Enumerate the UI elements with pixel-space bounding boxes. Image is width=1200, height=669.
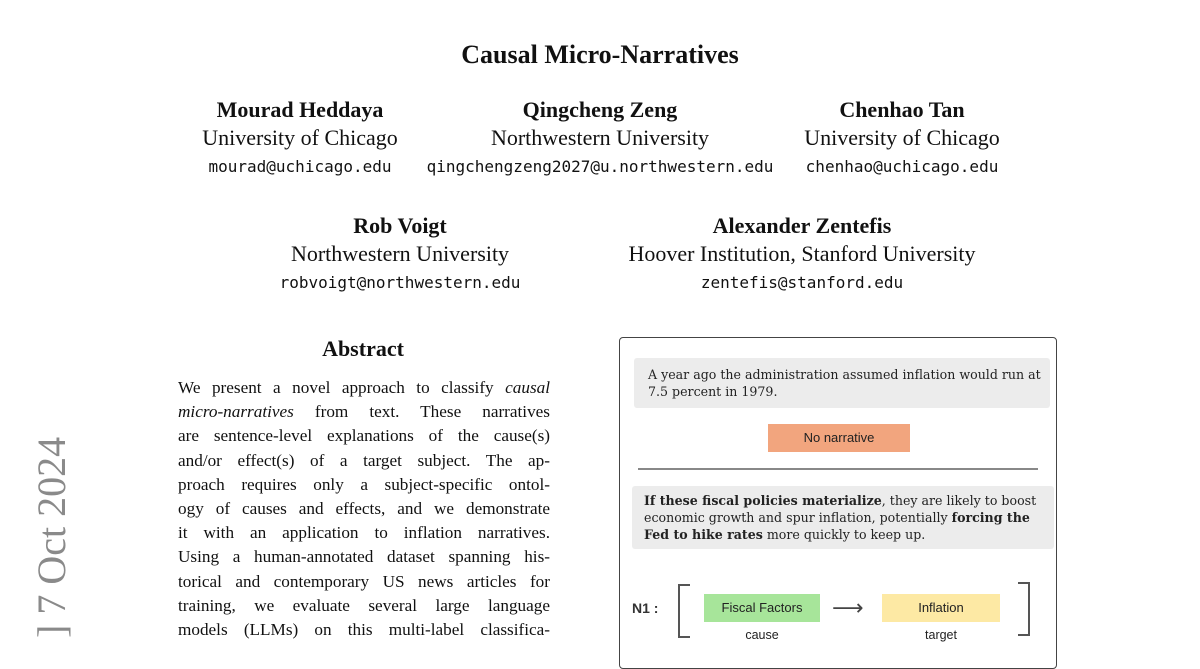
- abstract-line: ogy of causes and effects, and we demonstrate: [178, 499, 550, 519]
- arxiv-stamp-text: ] 7 Oct 2024: [29, 436, 74, 638]
- narrative-id: N1 :: [632, 600, 659, 616]
- abstract-line: are sentence-level explanations of the cause(s): [178, 426, 550, 446]
- author-name: Chenhao Tan: [839, 97, 965, 122]
- abstract-body: [178, 376, 550, 642]
- arrow-right-icon: ⟶: [832, 595, 864, 620]
- cause-label: Fiscal Factors: [704, 594, 820, 622]
- abstract-line: micro-narratives from text. These narratives: [178, 402, 550, 422]
- bracket-right: [1018, 582, 1030, 636]
- author-block: [592, 212, 1012, 298]
- author-affiliation: Northwestern University: [290, 241, 510, 266]
- example-sentence-1: A year ago the administration assumed inflation would run at 7.5 percent in 1979.: [634, 358, 1050, 408]
- no-narrative-label: No narrative: [768, 424, 910, 452]
- figure-panel: [619, 337, 1057, 669]
- author-block: [400, 96, 800, 182]
- abstract-line: it with an application to inflation narratives.: [178, 523, 550, 543]
- author-affiliation: University of Chicago: [804, 125, 1000, 150]
- divider: [638, 468, 1038, 470]
- author-block: [180, 96, 420, 182]
- abstract-heading: Abstract: [322, 336, 404, 361]
- author-affiliation: Hoover Institution, Stanford University: [628, 241, 976, 266]
- author-name: Rob Voigt: [353, 213, 447, 238]
- author-name: Alexander Zentefis: [712, 213, 892, 238]
- paper-title: Causal Micro-Narratives: [461, 40, 739, 69]
- author-email: mourad@uchicago.edu: [208, 157, 392, 176]
- abstract-line: Using a human-annotated dataset spanning his-: [178, 547, 550, 567]
- abstract-line: proach requires only a subject-specific ontol-: [178, 474, 550, 494]
- author-email: qingchengzeng2027@u.northwestern.edu: [426, 157, 774, 176]
- abstract-line: models (LLMs) on this multi-label classifica-: [178, 620, 550, 640]
- abstract-line: torical and contemporary US news articles for: [178, 571, 550, 591]
- target-caption: target: [925, 628, 957, 642]
- abstract-line: We present a novel approach to classify causal: [178, 378, 550, 397]
- author-block: [782, 96, 1022, 182]
- bracket-left: [678, 584, 690, 638]
- author-name: Qingcheng Zeng: [522, 97, 678, 122]
- example-sentence-2: If these fiscal policies materialize, they are likely to boost economic growth and spur inflation, potentially forcing the Fed to hike rates more quickly to keep up.: [632, 486, 1054, 549]
- target-label: Inflation: [882, 594, 1000, 622]
- author-email: zentefis@stanford.edu: [700, 273, 904, 292]
- author-block: [230, 212, 570, 298]
- abstract-line: and/or effect(s) of a target subject. The ap-: [178, 450, 550, 470]
- cause-caption: cause: [745, 628, 779, 642]
- author-name: Mourad Heddaya: [216, 97, 384, 122]
- author-affiliation: Northwestern University: [490, 125, 710, 150]
- author-email: robvoigt@northwestern.edu: [279, 273, 521, 292]
- author-email: chenhao@uchicago.edu: [805, 157, 999, 176]
- abstract-line: training, we evaluate several large language: [178, 595, 550, 615]
- author-affiliation: University of Chicago: [202, 125, 398, 150]
- arxiv-stamp: [20, 420, 90, 648]
